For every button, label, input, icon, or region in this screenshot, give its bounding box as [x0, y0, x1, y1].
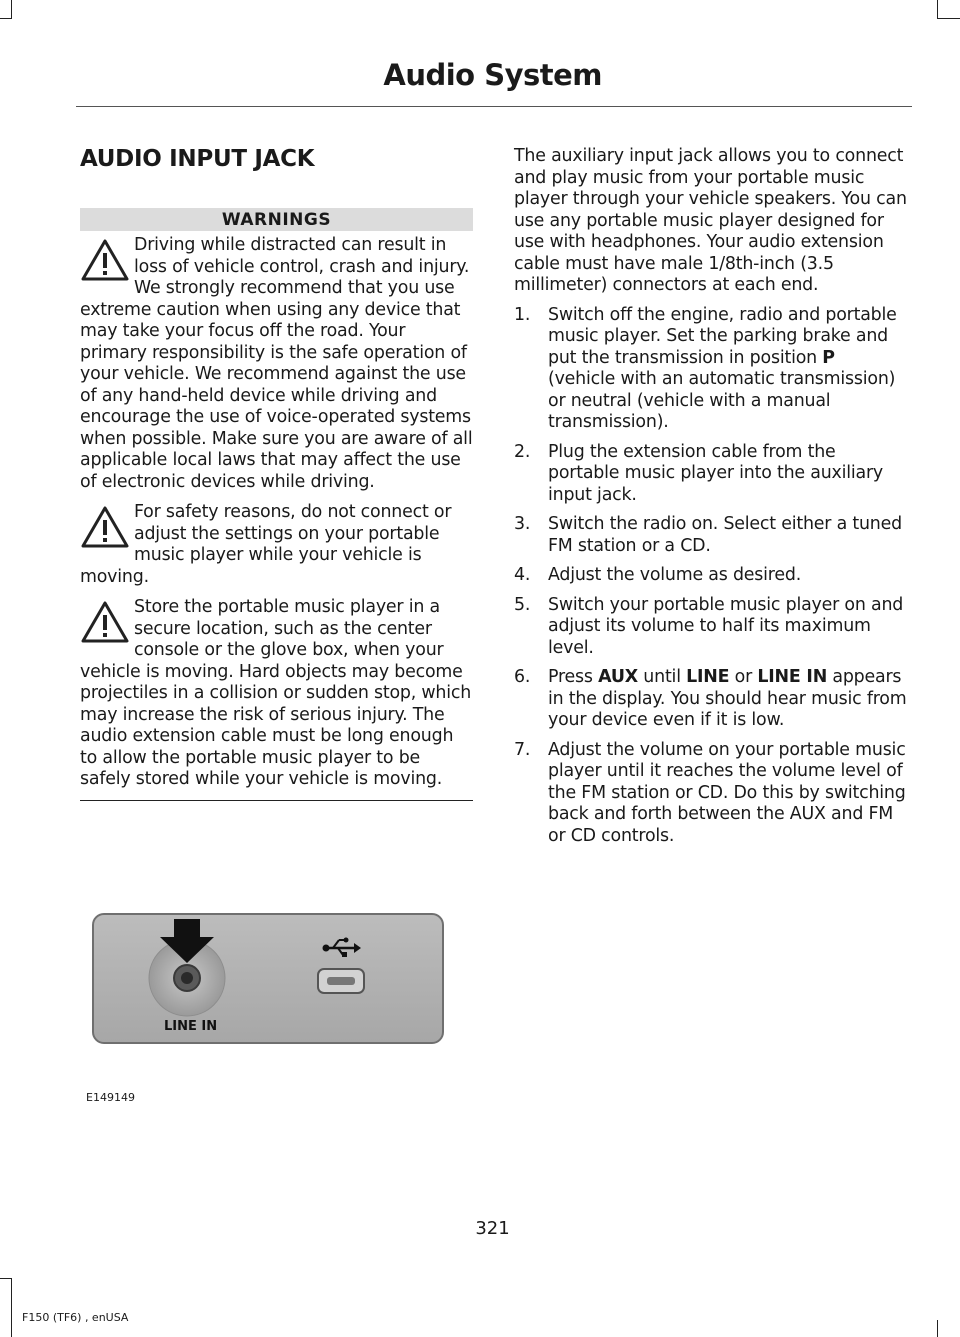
- step-emphasis: P: [822, 347, 835, 368]
- crop-mark: [937, 0, 938, 18]
- crop-mark: [11, 0, 12, 18]
- figure-code: E149149: [86, 1091, 135, 1104]
- page-number: 321: [475, 1218, 510, 1239]
- step-number: 3.: [514, 514, 531, 534]
- list-item: [514, 595, 907, 660]
- left-column: [80, 140, 473, 801]
- step-emphasis: LINE IN: [757, 667, 828, 687]
- step-number: 4.: [514, 565, 531, 585]
- line-in-label: LINE IN: [164, 1019, 218, 1034]
- crop-mark: [0, 1278, 12, 1279]
- step-text: Press: [548, 667, 599, 687]
- crop-mark: [0, 18, 12, 19]
- warning-triangle-icon: [80, 600, 130, 644]
- warnings-end-rule: [80, 800, 473, 801]
- step-number: 2.: [514, 441, 531, 462]
- list-item: [514, 305, 907, 434]
- step-text: (vehicle with an automatic transmission) or neutral (vehicle with a manual transmission).: [548, 369, 896, 432]
- step-text: Switch off the engine, radio and portable music player. Set the parking brake and put the transmission in position: [548, 304, 897, 368]
- usb-icon: [321, 937, 361, 959]
- step-emphasis: AUX: [598, 667, 638, 687]
- warning-text: For safety reasons, do not connect or adjust the settings on your portable music player while your vehicle is moving.: [80, 502, 452, 587]
- step-text: Plug the extension cable from the portable music player into the auxiliary input jack.: [548, 441, 884, 505]
- section-heading: AUDIO INPUT JACK: [80, 146, 315, 172]
- step-number: 6.: [514, 667, 531, 687]
- list-item: [514, 442, 907, 507]
- warning-item: [80, 597, 473, 791]
- crop-mark: [937, 18, 960, 19]
- list-item: [514, 565, 907, 587]
- warning-triangle-icon: [80, 238, 130, 282]
- step-text: Switch your portable music player on and adjust its volume to half its maximum level.: [548, 594, 904, 658]
- crop-mark: [937, 1320, 938, 1337]
- down-arrow-icon: [158, 919, 216, 965]
- warning-triangle-icon: [80, 505, 130, 549]
- step-emphasis: LINE: [686, 667, 730, 687]
- step-number: 7.: [514, 739, 531, 760]
- step-number: 5.: [514, 594, 531, 615]
- step-text: Switch the radio on. Select either a tuned FM station or a CD.: [548, 514, 902, 556]
- warnings-label: WARNINGS: [80, 208, 473, 231]
- panel-illustration: [94, 915, 442, 1042]
- step-text: or: [729, 667, 758, 687]
- step-text: appears in the display. You should hear music from your device even if it is low.: [548, 667, 907, 730]
- warning-item: [80, 502, 473, 588]
- list-item: [514, 740, 907, 848]
- footer-text: F150 (TF6) , enUSA: [22, 1311, 129, 1324]
- list-item: [514, 514, 907, 557]
- header-rule: [76, 106, 912, 107]
- warning-text: Driving while distracted can result in loss of vehicle control, crash and injury. We strongly recommend that you use extreme caution when using any device that may take your focus off the road. Your primary responsibility is the safe operation of your vehicle. We recommend against the use of any hand-held device while driving and encourage the use of voice-operated systems when possible. Make sure you are aware of all applicable local laws that may affect the use of electronic devices while driving.: [80, 235, 473, 492]
- list-item: [514, 667, 907, 732]
- warning-item: [80, 235, 473, 493]
- step-number: 1.: [514, 304, 531, 325]
- step-text: until: [637, 667, 687, 687]
- page-header-title: Audio System: [383, 58, 602, 92]
- step-text: Adjust the volume as desired.: [548, 565, 802, 585]
- step-text: Adjust the volume on your portable music player until it reaches the volume level of the FM station or CD. Do this by switching back and forth between the AUX and FM or CD controls.: [548, 739, 906, 846]
- right-column: [514, 146, 907, 855]
- warning-text: Store the portable music player in a secure location, such as the center console or the glove box, when your vehicle is moving. Hard objects may become projectiles in a collision or sudden stop, which may increase the risk of serious injury. The audio extension cable must be long enough to allow the portable music player to be safely stored while your vehicle is moving.: [80, 597, 472, 789]
- steps-list: [514, 305, 907, 848]
- intro-paragraph: The auxiliary input jack allows you to connect and play music from your portable music player through your vehicle speakers. You can use any portable music player designed for use with headphones. Your audio extension cable must have male 1/8th-inch (3.5 millimeter) connectors at each end.: [514, 146, 907, 295]
- audio-input-panel-figure: [92, 913, 444, 1044]
- crop-mark: [11, 1278, 12, 1337]
